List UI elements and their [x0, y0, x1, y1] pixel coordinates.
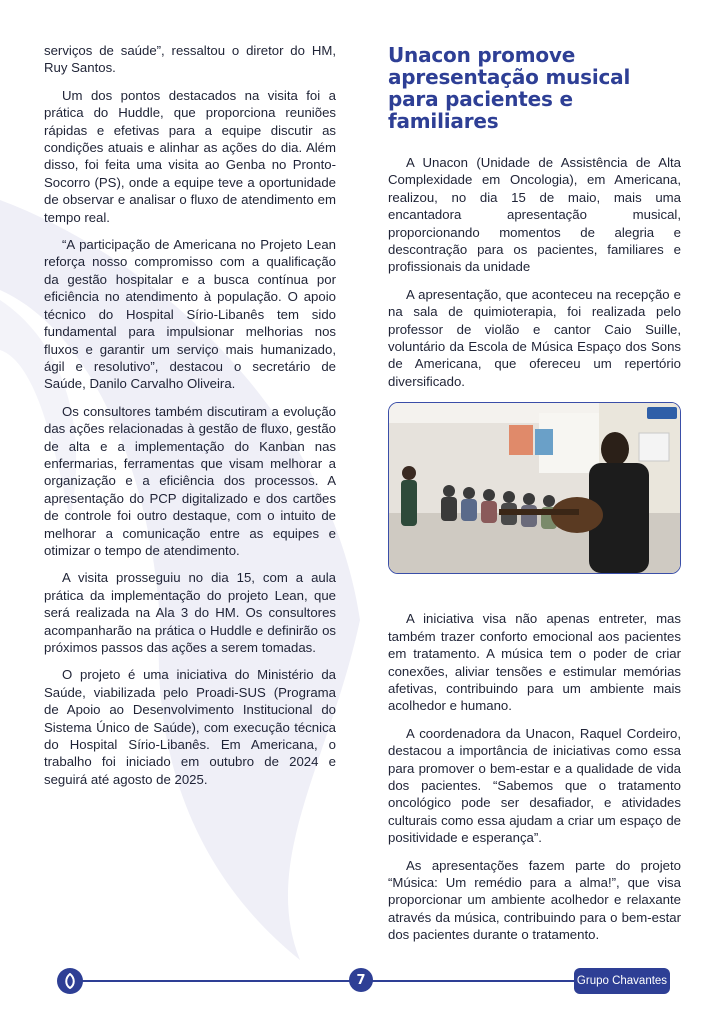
- paragraph: O projeto é uma iniciativa do Ministério da Saúde, viabilizada pelo Proadi-SUS (Programa de Apoio ao Desenvolvimento Institucional do Sistema Único de Saúde), com execução técnica do Hospital Sírio-Libanês. Em Americana, o trabalho foi iniciado em outubro de 2024 e seguirá até agosto de 2025.: [44, 667, 336, 787]
- paragraph: Um dos pontos destacados na visita foi a prática do Huddle, que proporciona reuniões rápidas e efetivas para a equipe discutir as condições atuais e alinhar as ações do dia. Além disso, foi feita uma visita ao Genba no Pronto-Socorro (PS), onde a equipe teve a oportunidade de observar e analisar o fluxo de atendimento em tempo real.: [44, 87, 336, 225]
- paragraph: serviços de saúde”, ressaltou o diretor do HM, Ruy Santos.: [44, 43, 336, 76]
- right-column: [388, 44, 681, 954]
- paragraph: Os consultores também discutiram a evolução das ações relacionadas à gestão de fluxo, gestão de alta e a implementação do Kanban nas enfermarias, ferramentas que visam melhorar a organização e a eficiência dos processos. A apresentação do PCP digitalizado e dos cartões de controle foi outro destaque, com o intuito de melhorar a comunicação entre as equipes e otimizar o tempo de atendimento.: [44, 403, 336, 558]
- footer-divider: [74, 980, 574, 982]
- paragraph: A iniciativa visa não apenas entreter, mas também trazer conforto emocional aos pacientes em tratamento. A música tem o poder de criar conexões, aliviar tensões e estimular memórias afetivas, contribuindo para um ambiente mais acolhedor e humano.: [388, 611, 681, 714]
- left-column: [44, 42, 336, 798]
- logo-icon: [57, 968, 83, 994]
- paragraph: A apresentação, que aconteceu na recepção e na sala de quimioterapia, foi realizada pelo professor de violão e cantor Caio Suille, voluntário da Escola de Música Espaço dos Sons de Americana, que ofereceu um repertório diversificado.: [388, 286, 681, 389]
- paragraph: “A participação de Americana no Projeto Lean reforça nosso compromisso com a qualificação da gestão hospitalar e a busca contínua por eficiência no atendimento à população. O apoio técnico do Hospital Sírio-Libanês tem sido fundamental para impulsionar melhorias nos fluxos e garantir um serviço mais humanizado, ágil e resolutivo”, destacou o secretário de Saúde, Danilo Carvalho Oliveira.: [44, 237, 336, 392]
- page-footer: [0, 960, 725, 1000]
- paragraph: As apresentações fazem parte do projeto “Música: Um remédio para a alma!”, que visa proporcionar um ambiente acolhedor e relaxante através da música, contribuindo para o bem-estar dos pacientes durante o tratamento.: [388, 857, 681, 943]
- paragraph: A visita prosseguiu no dia 15, com a aula prática da implementação do projeto Lean, que será realizada na Ala 3 do HM. Os consultores acompanharão na prática o Huddle e definirão os próximos passos das ações a serem tomadas.: [44, 570, 336, 655]
- article-photo: [388, 402, 681, 574]
- paragraph: A Unacon (Unidade de Assistência de Alta Complexidade em Oncologia), em Americana, realizou, no dia 15 de maio, mais uma encantadora apresentação musical, proporcionando momentos de alegria e descontração para os pacientes, familiares e profissionais da unidade: [388, 155, 681, 275]
- brand-label: Grupo Chavantes: [574, 968, 670, 994]
- page-number: 7: [349, 968, 373, 992]
- article-headline: Unacon promove apresentação musical para pacientes e familiares: [388, 43, 631, 133]
- paragraph: A coordenadora da Unacon, Raquel Cordeiro, destacou a importância de iniciativas como essa para promover o bem-estar e a qualidade de vida dos pacientes. “Sabemos que o tratamento oncológico pode ser desafiador, e atividades culturais como essa ajudam a criar um espaço de positividade e esperança”.: [388, 725, 681, 846]
